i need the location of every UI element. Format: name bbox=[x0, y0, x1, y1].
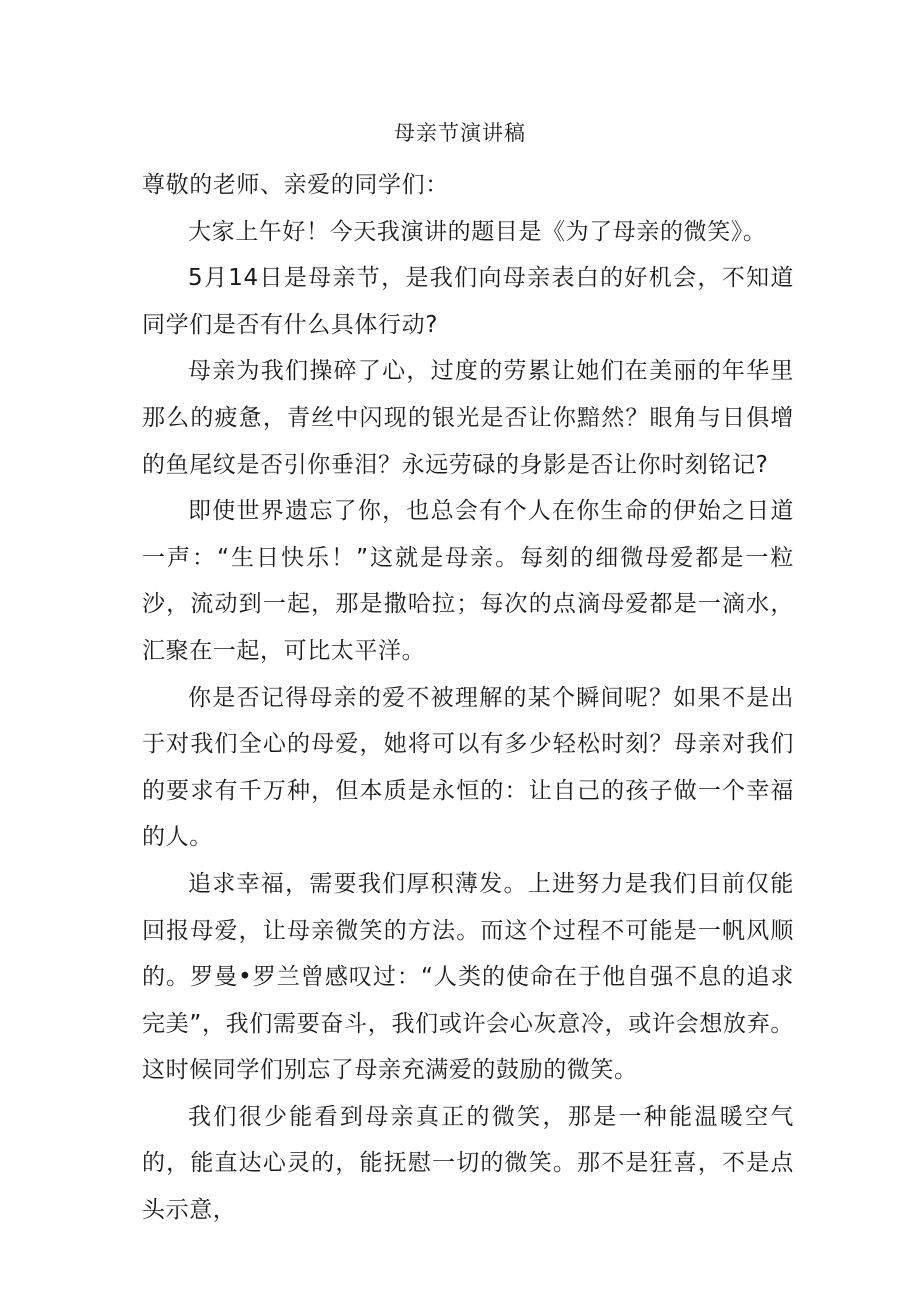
body-paragraph: 母亲为我们操碎了心，过度的劳累让她们在美丽的年华里那么的疲惫，青丝中闪现的银光是否让你黯然？眼角与日俱增的鱼尾纹是否引你垂泪？永远劳碌的身影是否让你时刻铭记? bbox=[142, 358, 794, 478]
body-paragraph: 你是否记得母亲的爱不被理解的某个瞬间呢？如果不是出于对我们全心的母爱，她将可以有多少轻松时刻？母亲对我们的要求有千万种，但本质是永恒的：让自己的孩子做一个幸福的人。 bbox=[142, 684, 794, 851]
body-paragraph: 追求幸福，需要我们厚积薄发。上进努力是我们目前仅能回报母爱，让母亲微笑的方法。而这个过程不可能是一帆风顺的。罗曼•罗兰曾感叹过：“人类的使命在于他自强不息的追求完美”，我们需要奋斗，我们或许会心灰意冷，或许会想放弃。这时候同学们别忘了母亲充满爱的鼓励的微笑。 bbox=[142, 870, 794, 1084]
document-body bbox=[142, 162, 794, 1234]
body-paragraph: 5月14日是母亲节，是我们向母亲表白的好机会，不知道同学们是否有什么具体行动? bbox=[142, 265, 794, 338]
body-paragraph: 大家上午好！今天我演讲的题目是《为了母亲的微笑》。 bbox=[188, 218, 767, 245]
body-paragraph: 我们很少能看到母亲真正的微笑，那是一种能温暖空气的，能直达心灵的，能抚慰一切的微笑。那不是狂喜，不是点头示意， bbox=[142, 1103, 794, 1224]
salutation-paragraph: 尊敬的老师、亲爱的同学们： bbox=[142, 172, 449, 198]
body-paragraph: 即使世界遗忘了你，也总会有个人在你生命的伊始之日道一声：“生日快乐！”这就是母亲。每刻的细微母爱都是一粒沙，流动到一起，那是撒哈拉；每次的点滴母爱都是一滴水，汇聚在一起，可比太平洋。 bbox=[142, 498, 794, 664]
document-title: 母亲节演讲稿 bbox=[394, 121, 526, 145]
